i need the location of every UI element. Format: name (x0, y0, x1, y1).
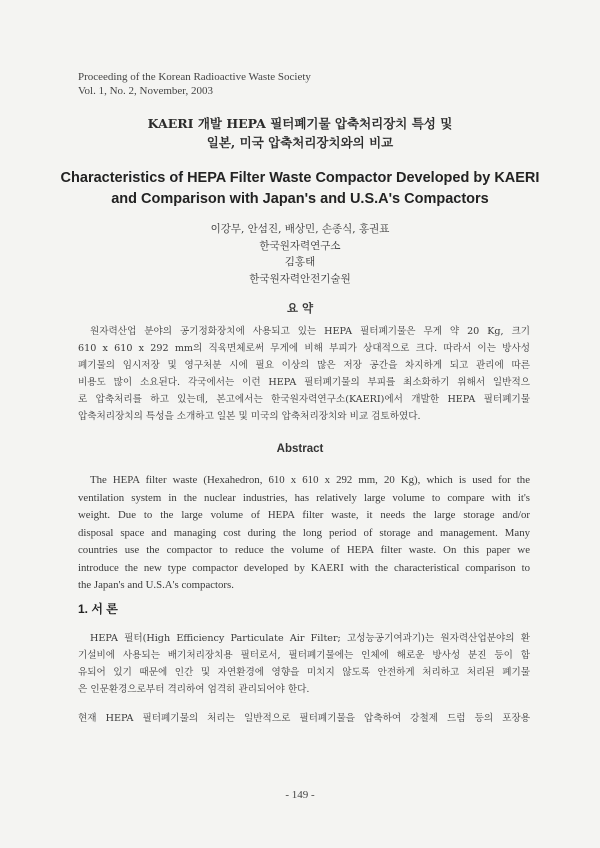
korean-summary-heading: 요 약 (286, 301, 314, 315)
author-affiliation-1: 한국원자력연구소 (259, 239, 341, 252)
summary-line: 610 x 610 x 292 mm의 직육면체로써 무게에 비해 부피가 상대적으로 크다. 따라서 이는 방사성 (78, 343, 530, 354)
summary-line: 폐기물의 임시저장 및 영구처분 시에 필요 이상의 많은 저장 공간을 차지하게 되고 관리에 따른 (78, 360, 530, 371)
journal-volume: Vol. 1, No. 2, November, 2003 (78, 85, 214, 97)
english-title-line-2: and Comparison with Japan's and U.S.A's Compactors (111, 191, 489, 207)
journal-header (78, 70, 311, 98)
summary-line: 압축처리장치의 특성을 소개하고 일본 및 미국의 압축처리장치와 비교 검토하였다. (78, 411, 421, 422)
english-title-line-1: Characteristics of HEPA Filter Waste Compactor Developed by KAERI (60, 170, 540, 186)
body-line: 현재 HEPA 필터폐기물의 처리는 일반적으로 필터폐기물을 압축하여 강철제 드럼 등의 포장용 (78, 713, 530, 724)
body-line: 기설비에 사용되는 배기처리장치용 필터로서, 필터폐기물에는 인체에 해로운 방사성 분진 등이 함 (78, 650, 530, 661)
korean-summary-body (78, 323, 530, 425)
section-1-heading: 1. 서 론 (78, 602, 118, 616)
section-1-paragraph-1 (78, 630, 530, 698)
summary-line: 로 압축처리를 하고 있는데, 본고에서는 한국원자력연구소(KAERI)에서 개발한 HEPA 필터폐기물 (78, 394, 530, 405)
abstract-line: introduce the new type compactor developed by KAERI with the characteristical comparison to (78, 561, 530, 574)
body-line: 유되어 있기 때문에 인간 및 자연환경에 영향을 미치지 않도록 안전하게 처리하고 처리된 폐기물 (78, 667, 530, 678)
abstract-heading: Abstract (276, 443, 324, 455)
korean-title-line-2: 일본, 미국 압축처리장치와의 비교 (206, 135, 394, 150)
journal-name: Proceeding of the Korean Radioactive Waste Society (78, 71, 311, 83)
summary-line: 비용도 많이 소요된다. 각국에서는 이런 HEPA 필터폐기물의 부피를 최소화하기 위해서 일반적으 (78, 377, 530, 388)
abstract-line: disposal space and managing cost during the long period of storage and management. Many (78, 526, 530, 539)
body-line: HEPA 필터(High Efficiency Particulate Air Filter; 고성능공기여과기)는 원자력산업분야의 환 (90, 633, 530, 644)
abstract-line: ventilation system in the nuclear industries, has relatively large volume to compare with it's (78, 491, 530, 504)
author-names: 이강무, 안섬진, 배상민, 손종식, 홍권표 (210, 223, 390, 235)
abstract-body (78, 472, 530, 595)
abstract-line: countries use the compactor to reduce the volume of HEPA filter waste. On this paper we (78, 544, 530, 556)
body-line: 은 인문환경으로부터 격리하여 엄격히 관리되어야 한다. (78, 684, 310, 695)
korean-title-line-1: KAERI 개발 HEPA 필터폐기물 압축처리장치 특성 및 (147, 116, 453, 131)
abstract-line: weight. Due to the large volume of HEPA filter waste, it needs the large storage and/or (78, 509, 530, 521)
page-number: - 149 - (285, 789, 315, 801)
abstract-line: The HEPA filter waste (Hexahedron, 610 x 610 x 292 mm, 20 Kg), which is used for the (90, 474, 530, 486)
author-name-2: 김홍태 (284, 256, 316, 268)
abstract-line: the Japan's and U.S.A's compactors. (78, 579, 234, 591)
section-1-paragraph-2 (78, 710, 530, 727)
summary-line: 원자력산업 분야의 공기정화장치에 사용되고 있는 HEPA 필터폐기물은 무게 약 20 Kg, 크기 (90, 326, 530, 337)
author-affiliation-2: 한국원자력안전기술원 (249, 272, 351, 285)
english-title (0, 168, 600, 210)
korean-title (0, 114, 600, 152)
author-block (0, 221, 600, 287)
